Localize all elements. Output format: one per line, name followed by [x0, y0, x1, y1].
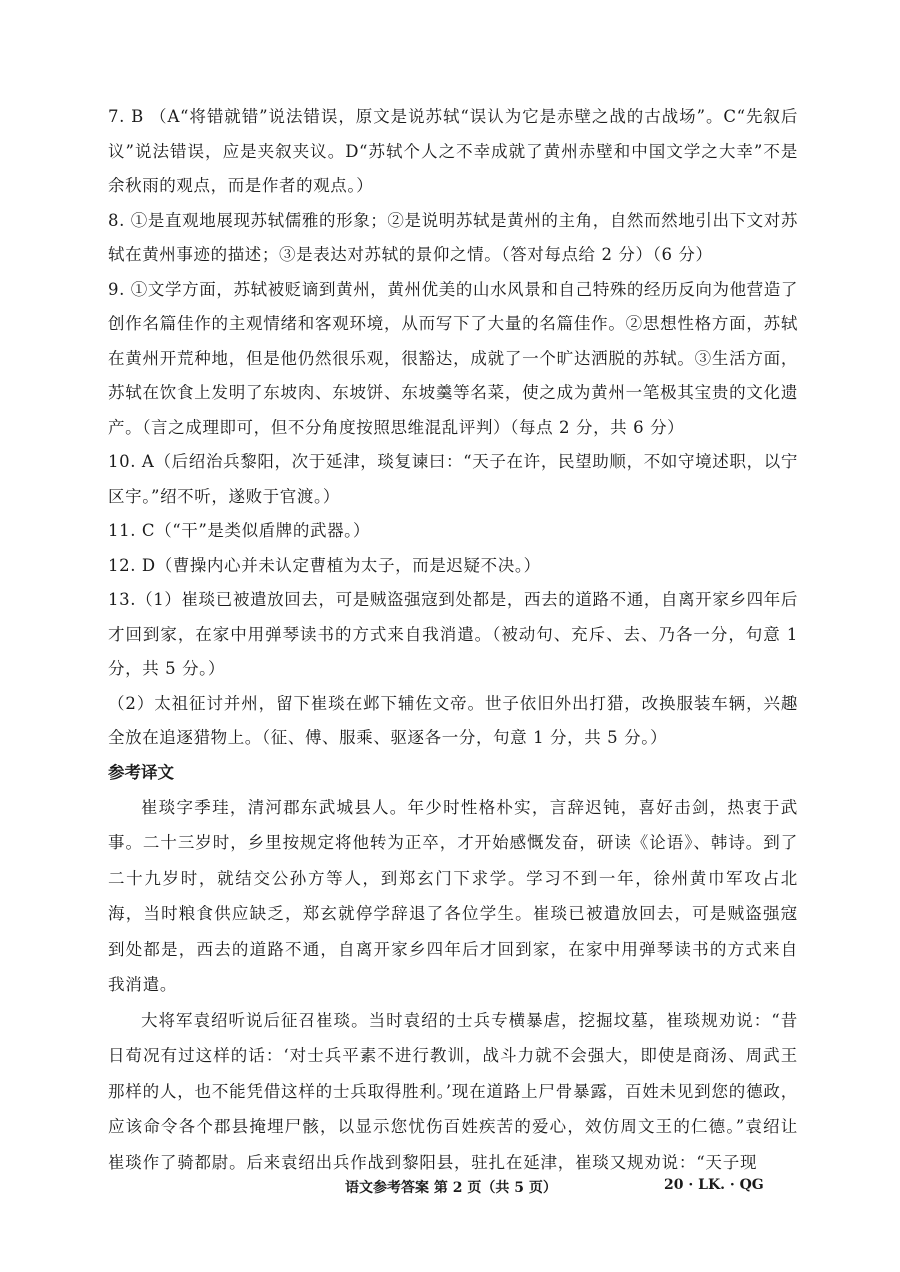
answer-13-2: （2）太祖征讨并州，留下崔琰在邺下辅佐文帝。世子依旧外出打猎，改换服装车辆，兴趣全放在追逐猎物上。（征、傅、服乘、驱逐各一分，句意 1 分，共 5 分。） — [108, 693, 798, 747]
answer-7: 7. B （A“将错就错”说法错误，原文是说苏轼“误认为它是赤壁之战的古战场”。C“先叙后议”说法错误，应是夹叙夹议。D“苏轼个人之不幸成就了黄州赤壁和中国文学之大幸”不是余秋雨的观点，而是作者的观点。） — [108, 107, 798, 195]
answer-8: 8. ①是直观地展现苏轼儒雅的形象；②是说明苏轼是黄州的主角，自然而然地引出下文对苏轼在黄州事迹的描述；③是表达对苏轼的景仰之情。（答对每点给 2 分）（6 分） — [108, 210, 798, 264]
answer-12: 12. D（曹操内心并未认定曹植为太子，而是迟疑不决。） — [108, 555, 541, 575]
answer-9: 9. ①文学方面，苏轼被贬谪到黄州，黄州优美的山水风景和自己特殊的经历反向为他营造了创作名篇佳作的主观情绪和客观环境，从而写下了大量的名篇佳作。②思想性格方面，苏轼在黄州开荒种地，但是他仍然很乐观，很豁达，成就了一个旷达洒脱的苏轼。③生活方面，苏轼在饮食上发明了东坡肉、东坡饼、东坡羹等名菜，使之成为黄州一笔极其宝贵的文化遗产。（言之成理即可，但不分角度按照思维混乱评判）（每点 2 分，共 6 分） — [108, 279, 798, 437]
translation-paragraph: 大将军袁绍听说后征召崔琰。当时袁绍的士兵专横暴虐，挖掘坟墓，崔琰规劝说：“昔日荀况有过这样的话：‘对士兵平素不进行教训，战斗力就不会强大，即使是商汤、周武王那样的人，也不能凭借这样的士兵取得胜利。’现在道路上尸骨暴露，百姓未见到您的德政，应该命令各个郡县掩埋尸骸，以显示您忧伤百姓疾苦的爱心，效仿周文王的仁德。”袁绍让崔琰作了骑都尉。后来袁绍出兵作战到黎阳县，驻扎在延津，崔琰又规劝说：“天子现 — [108, 1010, 798, 1172]
footer-exam-code: 20 · LK. · QG — [664, 1177, 764, 1193]
answer-13-1: 13.（1）崔琰已被遣放回去，可是贼盗强寇到处都是，西去的道路不通，自离开家乡四年后才回到家，在家中用弹琴读书的方式来自我消遣。（被动句、充斥、去、乃各一分，句意 1 分，共 5 分。） — [108, 590, 798, 678]
answer-page — [108, 100, 798, 1180]
answer-11: 11. C（“干”是类似盾牌的武器。） — [108, 521, 371, 540]
footer-page-info: 语文参考答案 第 2 页（共 5 页） — [345, 1180, 557, 1196]
answer-10: 10. A（后绍治兵黎阳，次于延津，琰复谏曰：“天子在许，民望助顺，不如守境述职，以宁区宇。”绍不听，遂败于官渡。） — [108, 452, 798, 506]
translation-paragraph: 崔琰字季珪，清河郡东武城县人。年少时性格朴实，言辞迟钝，喜好击剑，热衷于武事。二十三岁时，乡里按规定将他转为正卒，才开始感慨发奋，研读《论语》、韩诗。到了二十九岁时，就结交公孙方等人，到郑玄门下求学。学习不到一年，徐州黄巾军攻占北海，当时粮食供应缺乏，郑玄就停学辞退了各位学生。崔琰已被遣放回去，可是贼盗强寇到处都是，西去的道路不通，自离开家乡四年后才回到家，在家中用弹琴读书的方式来自我消遣。 — [108, 797, 798, 994]
translation-title: 参考译文 — [108, 762, 174, 782]
